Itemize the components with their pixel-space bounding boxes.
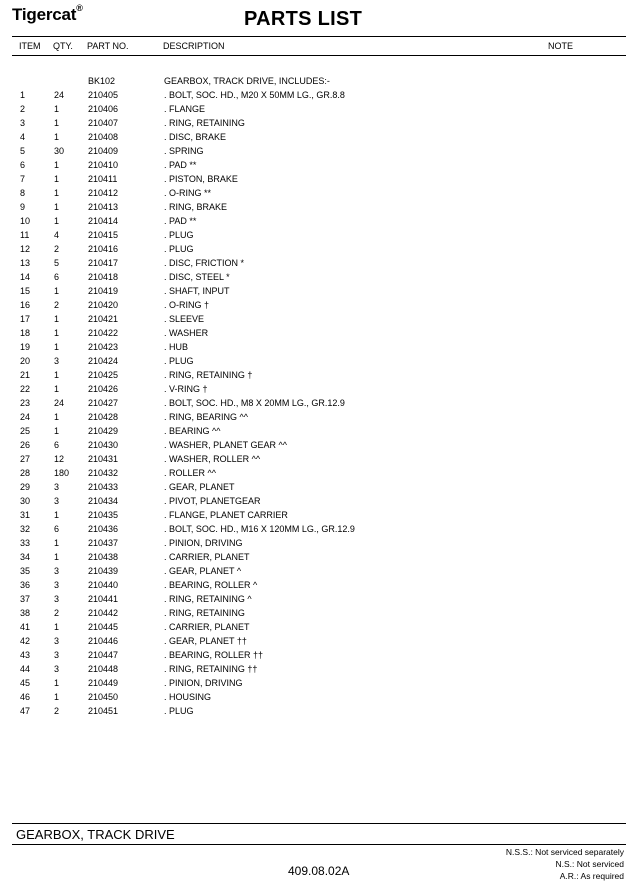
item-cell: 45 [20, 678, 31, 688]
item-cell: 5 [20, 146, 26, 156]
legend-item: A.R.: As required [559, 871, 624, 881]
part-number-cell: 210419 [88, 286, 119, 296]
table-row [0, 508, 636, 522]
legend [506, 846, 624, 882]
description-cell: . CARRIER, PLANET [164, 552, 250, 562]
description-cell: . RING, BEARING ^^ [164, 412, 248, 422]
description-cell: . DISC, STEEL * [164, 272, 230, 282]
item-cell: 10 [20, 216, 31, 226]
section-footer [12, 823, 626, 845]
legend-item: N.S.S.: Not serviced separately [505, 847, 624, 857]
qty-cell: 1 [54, 118, 60, 128]
description-cell: . PIVOT, PLANETGEAR [164, 496, 261, 506]
part-number-cell: 210441 [88, 594, 119, 604]
item-cell: 3 [20, 118, 26, 128]
description-cell: . FLANGE [164, 104, 206, 114]
description-cell: . PLUG [164, 356, 194, 366]
part-number-cell: 210439 [88, 566, 119, 576]
part-number-cell: 210425 [88, 370, 119, 380]
part-number-cell: 210440 [88, 580, 119, 590]
description-cell: . PAD ** [164, 160, 197, 170]
item-cell: 34 [20, 552, 31, 562]
description-cell: . BOLT, SOC. HD., M16 X 120MM LG., GR.12.9 [164, 524, 355, 534]
description-cell: . DISC, FRICTION * [164, 258, 245, 268]
item-cell: 27 [20, 454, 31, 464]
part-number-cell: 210435 [88, 510, 119, 520]
table-row [0, 606, 636, 620]
qty-cell: 2 [54, 608, 60, 618]
part-number-cell: 210426 [88, 384, 119, 394]
part-number-cell: 210407 [88, 118, 119, 128]
description-cell: . RING, RETAINING † [164, 370, 253, 380]
description-cell: . WASHER, ROLLER ^^ [164, 454, 261, 464]
part-number-cell: 210424 [88, 356, 119, 366]
qty-cell: 1 [54, 160, 60, 170]
item-cell: 23 [20, 398, 31, 408]
part-number-cell: 210420 [88, 300, 119, 310]
table-row [0, 410, 636, 424]
table-row [0, 676, 636, 690]
part-number-cell: 210431 [88, 454, 119, 464]
brand-name: Tigercat [12, 5, 77, 24]
qty-cell: 6 [54, 440, 60, 450]
qty-cell: 5 [54, 258, 60, 268]
item-cell: 41 [20, 622, 31, 632]
table-row [0, 550, 636, 564]
part-number-cell: 210421 [88, 314, 119, 324]
table-row [0, 326, 636, 340]
item-cell: 11 [20, 230, 30, 240]
qty-cell: 1 [54, 384, 60, 394]
part-number-cell: 210445 [88, 622, 119, 632]
part-number-cell: 210436 [88, 524, 119, 534]
part-number-cell: 210428 [88, 412, 119, 422]
item-cell: 21 [20, 370, 31, 380]
qty-cell: 30 [54, 146, 65, 156]
item-cell: 18 [20, 328, 31, 338]
description-cell: . RING, RETAINING †† [164, 664, 258, 674]
item-cell: 35 [20, 566, 31, 576]
table-row [0, 466, 636, 480]
part-number-cell: BK102 [88, 76, 116, 86]
description-cell: . BEARING, ROLLER ^ [164, 580, 258, 590]
table-row [0, 592, 636, 606]
qty-cell: 1 [54, 426, 60, 436]
col-qty-header: QTY. [53, 41, 73, 51]
item-cell: 30 [20, 496, 31, 506]
table-row [0, 228, 636, 242]
part-number-cell: 210412 [88, 188, 119, 198]
part-number-cell: 210448 [88, 664, 119, 674]
qty-cell: 1 [54, 552, 60, 562]
col-item-header: ITEM [19, 41, 41, 51]
item-cell: 17 [20, 314, 31, 324]
qty-cell: 1 [54, 216, 60, 226]
qty-cell: 2 [54, 300, 60, 310]
item-cell: 9 [20, 202, 26, 212]
part-number-cell: 210438 [88, 552, 119, 562]
qty-cell: 3 [54, 650, 60, 660]
description-cell: . GEAR, PLANET [164, 482, 235, 492]
qty-cell: 1 [54, 286, 60, 296]
table-row [0, 480, 636, 494]
description-cell: . SHAFT, INPUT [164, 286, 230, 296]
part-number-cell: 210437 [88, 538, 119, 548]
description-cell: . GEAR, PLANET †† [164, 636, 247, 646]
qty-cell: 3 [54, 580, 60, 590]
item-cell: 32 [20, 524, 31, 534]
description-cell: . PAD ** [164, 216, 197, 226]
table-row [0, 130, 636, 144]
table-row [0, 214, 636, 228]
table-row [0, 242, 636, 256]
description-cell: . WASHER, PLANET GEAR ^^ [164, 440, 287, 450]
description-cell: . RING, RETAINING ^ [164, 594, 252, 604]
part-number-cell: 210409 [88, 146, 119, 156]
qty-cell: 1 [54, 188, 60, 198]
description-cell: . CARRIER, PLANET [164, 622, 250, 632]
part-number-cell: 210432 [88, 468, 119, 478]
item-cell: 4 [20, 132, 26, 142]
qty-cell: 1 [54, 314, 60, 324]
table-row [0, 564, 636, 578]
table-header [12, 36, 626, 56]
col-note-header: NOTE [548, 41, 574, 51]
table-row [0, 396, 636, 410]
item-cell: 6 [20, 160, 26, 170]
table-row [0, 634, 636, 648]
item-cell: 13 [20, 258, 31, 268]
item-cell: 31 [20, 510, 31, 520]
description-cell: . PLUG [164, 706, 194, 716]
qty-cell: 180 [54, 468, 70, 478]
qty-cell: 24 [54, 90, 65, 100]
qty-cell: 3 [54, 594, 60, 604]
item-cell: 28 [20, 468, 31, 478]
part-number-cell: 210433 [88, 482, 119, 492]
part-number-cell: 210417 [88, 258, 119, 268]
item-cell: 19 [20, 342, 31, 352]
part-number-cell: 210446 [88, 636, 119, 646]
item-cell: 16 [20, 300, 31, 310]
table-row [0, 578, 636, 592]
description-cell: . DISC, BRAKE [164, 132, 227, 142]
qty-cell: 3 [54, 566, 60, 576]
item-cell: 7 [20, 174, 26, 184]
table-row [0, 158, 636, 172]
section-title: GEARBOX, TRACK DRIVE [16, 827, 175, 842]
part-number-cell: 210408 [88, 132, 119, 142]
table-row [0, 340, 636, 354]
part-number-cell: 210410 [88, 160, 119, 170]
description-cell: . V-RING † [164, 384, 208, 394]
qty-cell: 3 [54, 496, 60, 506]
item-cell: 29 [20, 482, 31, 492]
description-cell: . FLANGE, PLANET CARRIER [164, 510, 288, 520]
item-cell: 43 [20, 650, 31, 660]
table-row [0, 74, 636, 88]
description-cell: . PINION, DRIVING [164, 538, 243, 548]
table-row [0, 522, 636, 536]
item-cell: 26 [20, 440, 31, 450]
table-row [0, 172, 636, 186]
qty-cell: 2 [54, 706, 60, 716]
description-cell: . RING, RETAINING [164, 608, 245, 618]
description-cell: . RING, BRAKE [164, 202, 228, 212]
table-row [0, 424, 636, 438]
brand-logo [12, 5, 83, 25]
col-desc-header: DESCRIPTION [163, 41, 225, 51]
item-cell: 12 [20, 244, 31, 254]
qty-cell: 1 [54, 692, 60, 702]
qty-cell: 3 [54, 664, 60, 674]
table-row [0, 536, 636, 550]
part-number-cell: 210442 [88, 608, 119, 618]
table-row [0, 88, 636, 102]
table-row [0, 256, 636, 270]
part-number-cell: 210449 [88, 678, 119, 688]
qty-cell: 1 [54, 104, 60, 114]
description-cell: . PINION, DRIVING [164, 678, 243, 688]
table-row [0, 200, 636, 214]
part-number-cell: 210413 [88, 202, 119, 212]
description-cell: . WASHER [164, 328, 209, 338]
part-number-cell: 210447 [88, 650, 119, 660]
qty-cell: 2 [54, 244, 60, 254]
table-row [0, 494, 636, 508]
part-number-cell: 210406 [88, 104, 119, 114]
description-cell: . PISTON, BRAKE [164, 174, 238, 184]
qty-cell: 1 [54, 370, 60, 380]
description-cell: . BEARING ^^ [164, 426, 221, 436]
table-row [0, 354, 636, 368]
part-number-cell: 210418 [88, 272, 119, 282]
qty-cell: 6 [54, 272, 60, 282]
trademark-mark: ® [76, 3, 83, 14]
item-cell: 25 [20, 426, 31, 436]
qty-cell: 4 [54, 230, 60, 240]
item-cell: 44 [20, 664, 31, 674]
description-cell: . BEARING, ROLLER †† [164, 650, 264, 660]
item-cell: 46 [20, 692, 31, 702]
item-cell: 33 [20, 538, 31, 548]
part-number-cell: 210451 [88, 706, 119, 716]
part-number-cell: 210415 [88, 230, 119, 240]
qty-cell: 1 [54, 412, 60, 422]
item-cell: 15 [20, 286, 31, 296]
table-row [0, 144, 636, 158]
description-cell: . GEAR, PLANET ^ [164, 566, 242, 576]
description-cell: . RING, RETAINING [164, 118, 245, 128]
part-number-cell: 210450 [88, 692, 119, 702]
description-cell: . O-RING ** [164, 188, 212, 198]
item-cell: 20 [20, 356, 31, 366]
table-row [0, 704, 636, 718]
table-row [0, 620, 636, 634]
part-number-cell: 210411 [88, 174, 118, 184]
description-cell: . HOUSING [164, 692, 212, 702]
table-row [0, 648, 636, 662]
item-cell: 38 [20, 608, 31, 618]
item-cell: 22 [20, 384, 31, 394]
qty-cell: 1 [54, 132, 60, 142]
part-number-cell: 210422 [88, 328, 119, 338]
table-row [0, 116, 636, 130]
table-row [0, 382, 636, 396]
description-cell: . BOLT, SOC. HD., M20 X 50MM LG., GR.8.8 [164, 90, 345, 100]
description-cell: . ROLLER ^^ [164, 468, 216, 478]
table-row [0, 452, 636, 466]
table-row [0, 270, 636, 284]
item-cell: 24 [20, 412, 31, 422]
qty-cell: 1 [54, 174, 60, 184]
description-cell: . SPRING [164, 146, 204, 156]
qty-cell: 1 [54, 342, 60, 352]
qty-cell: 3 [54, 482, 60, 492]
table-row [0, 102, 636, 116]
part-number-cell: 210430 [88, 440, 119, 450]
table-row [0, 438, 636, 452]
item-cell: 8 [20, 188, 26, 198]
page-title: PARTS LIST [244, 8, 363, 30]
item-cell: 1 [20, 90, 26, 100]
item-cell: 36 [20, 580, 31, 590]
part-number-cell: 210429 [88, 426, 119, 436]
qty-cell: 1 [54, 510, 60, 520]
part-number-cell: 210427 [88, 398, 119, 408]
qty-cell: 1 [54, 678, 60, 688]
qty-cell: 3 [54, 356, 60, 366]
table-row [0, 662, 636, 676]
table-row [0, 284, 636, 298]
parts-table [0, 74, 636, 718]
item-cell: 47 [20, 706, 31, 716]
item-cell: 37 [20, 594, 31, 604]
part-number-cell: 210423 [88, 342, 119, 352]
qty-cell: 12 [54, 454, 65, 464]
qty-cell: 3 [54, 636, 60, 646]
item-cell: 42 [20, 636, 31, 646]
qty-cell: 6 [54, 524, 60, 534]
part-number-cell: 210405 [88, 90, 119, 100]
description-cell: . PLUG [164, 230, 194, 240]
item-cell: 2 [20, 104, 26, 114]
part-number-cell: 210416 [88, 244, 119, 254]
qty-cell: 24 [54, 398, 65, 408]
document-number: 409.08.02A [288, 864, 350, 878]
description-cell: . PLUG [164, 244, 194, 254]
description-cell: . BOLT, SOC. HD., M8 X 20MM LG., GR.12.9 [164, 398, 345, 408]
table-row [0, 186, 636, 200]
col-part-header: PART NO. [87, 41, 129, 51]
part-number-cell: 210414 [88, 216, 119, 226]
item-cell: 14 [20, 272, 31, 282]
part-number-cell: 210434 [88, 496, 119, 506]
qty-cell: 1 [54, 202, 60, 212]
table-row [0, 312, 636, 326]
qty-cell: 1 [54, 538, 60, 548]
description-cell: . SLEEVE [164, 314, 205, 324]
description-cell: . HUB [164, 342, 189, 352]
legend-item: N.S.: Not serviced [555, 859, 624, 869]
qty-cell: 1 [54, 622, 60, 632]
qty-cell: 1 [54, 328, 60, 338]
table-row [0, 298, 636, 312]
table-row [0, 368, 636, 382]
table-row [0, 690, 636, 704]
description-cell: . O-RING † [164, 300, 210, 310]
description-cell: GEARBOX, TRACK DRIVE, INCLUDES:- [164, 76, 330, 86]
